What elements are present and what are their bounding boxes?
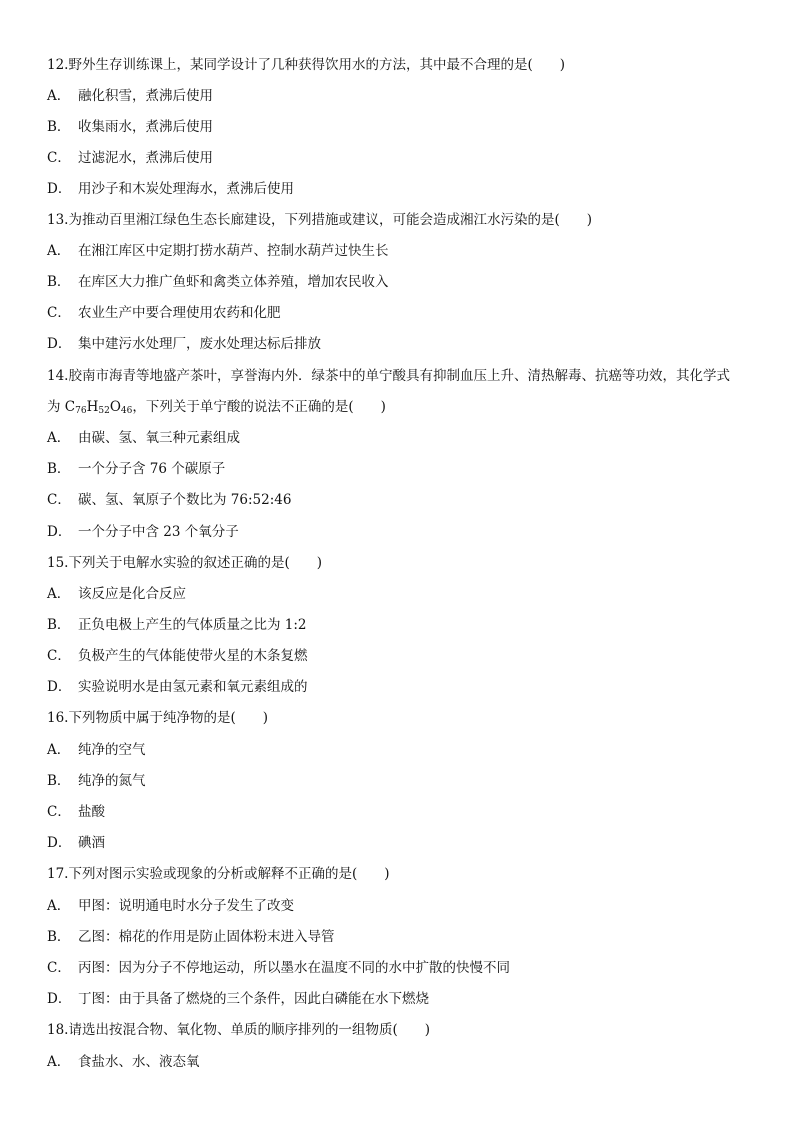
- question-16-option-c: [47, 802, 105, 822]
- option-text: 正负电极上产生的气体质量之比为 1:2: [78, 617, 307, 633]
- option-letter: C．: [47, 305, 71, 321]
- option-text: 在库区大力推广鱼虾和禽类立体养殖，增加农民收入: [78, 274, 389, 290]
- option-letter: B．: [47, 274, 71, 290]
- option-letter: B．: [47, 119, 71, 135]
- question-15-option-a: [47, 584, 186, 604]
- question-17-option-d: [47, 989, 429, 1009]
- question-14-option-b: [47, 459, 225, 479]
- option-letter: C．: [47, 150, 71, 166]
- option-letter: A．: [47, 243, 71, 259]
- option-text: 碳、氢、氧原子个数比为 76:52:46: [78, 492, 292, 508]
- option-text: 融化积雪，煮沸后使用: [78, 88, 213, 104]
- question-18-option-a: [47, 1052, 200, 1072]
- option-letter: A．: [47, 586, 71, 602]
- option-letter: A．: [47, 898, 71, 914]
- question-13-option-b: [47, 272, 389, 292]
- question-16-option-b: [47, 771, 146, 791]
- formula-subscript-c: 76: [75, 406, 87, 416]
- option-text: 纯净的氮气: [78, 773, 146, 789]
- option-text: 乙图：棉花的作用是防止固体粉末进入导管: [78, 929, 335, 945]
- option-text: 丙图：因为分子不停地运动，所以墨水在温度不同的水中扩散的快慢不同: [78, 960, 510, 976]
- question-15-stem: 15.下列关于电解水实验的叙述正确的是( ): [47, 555, 323, 571]
- option-letter: C．: [47, 492, 71, 508]
- option-letter: A．: [47, 430, 71, 446]
- option-text: 实验说明水是由氢元素和氧元素组成的: [78, 679, 308, 695]
- question-13-option-c: [47, 303, 281, 323]
- option-letter: C．: [47, 960, 71, 976]
- formula-element-c: C: [64, 399, 76, 415]
- option-text: 甲图：说明通电时水分子发生了改变: [78, 898, 294, 914]
- question-12-option-c: [47, 148, 213, 168]
- option-text: 由碳、氢、氧三种元素组成: [78, 430, 240, 446]
- question-15-option-b: [47, 615, 307, 635]
- option-text: 食盐水、水、液态氧: [78, 1054, 200, 1070]
- option-letter: C．: [47, 804, 71, 820]
- question-14-option-c: [47, 490, 291, 510]
- option-text: 丁图：由于具备了燃烧的三个条件，因此白磷能在水下燃烧: [78, 991, 429, 1007]
- option-letter: D．: [47, 336, 72, 352]
- option-letter: A．: [47, 88, 71, 104]
- question-12-option-a: [47, 86, 213, 106]
- option-text: 一个分子中含 23 个氧分子: [78, 524, 239, 540]
- option-letter: B．: [47, 773, 71, 789]
- option-letter: B．: [47, 929, 71, 945]
- option-letter: A．: [47, 1054, 71, 1070]
- option-text: 过滤泥水，煮沸后使用: [78, 150, 213, 166]
- option-text: 在湘江库区中定期打捞水葫芦、控制水葫芦过快生长: [78, 243, 389, 259]
- option-letter: D．: [47, 524, 72, 540]
- formula-element-o: O: [109, 399, 121, 415]
- stem-prefix: 为: [47, 399, 65, 415]
- question-14-option-a: [47, 428, 240, 448]
- question-16-stem: 16.下列物质中属于纯净物的是( ): [47, 710, 269, 726]
- question-14-option-d: [47, 522, 239, 542]
- option-letter: D．: [47, 679, 72, 695]
- option-text: 收集雨水，煮沸后使用: [78, 119, 213, 135]
- option-text: 负极产生的气体能使带火星的木条复燃: [78, 648, 308, 664]
- question-13-option-a: [47, 241, 389, 261]
- option-letter: D．: [47, 991, 72, 1007]
- formula-subscript-h: 52: [98, 406, 110, 416]
- question-12-stem: 12.野外生存训练课上，某同学设计了几种获得饮用水的方法，其中最不合理的是( ): [47, 57, 566, 73]
- question-13-stem: 13.为推动百里湘江绿色生态长廊建设，下列措施或建议，可能会造成湘江水污染的是( ): [47, 212, 593, 228]
- option-letter: B．: [47, 461, 71, 477]
- question-17-option-b: [47, 927, 335, 947]
- option-letter: D．: [47, 835, 72, 851]
- option-letter: B．: [47, 617, 71, 633]
- option-text: 盐酸: [78, 804, 105, 820]
- option-text: 集中建污水处理厂，废水处理达标后排放: [78, 336, 321, 352]
- question-15-option-c: [47, 646, 308, 666]
- chemical-formula: [65, 399, 133, 415]
- question-14-stem: 14.胶南市海青等地盛产茶叶，享誉海内外．绿茶中的单宁酸具有抑制血压上升、清热解毒、抗癌等功效，其化学式: [47, 368, 730, 384]
- option-text: 一个分子含 76 个碳原子: [78, 461, 226, 477]
- question-12-option-b: [47, 117, 213, 137]
- option-text: 该反应是化合反应: [78, 586, 186, 602]
- question-18-stem: 18.请选出按混合物、氧化物、单质的顺序排列的一组物质( ): [47, 1022, 431, 1038]
- option-text: 碘酒: [78, 835, 105, 851]
- option-text: 用沙子和木炭处理海水，煮沸后使用: [78, 181, 294, 197]
- option-letter: A．: [47, 742, 71, 758]
- stem-suffix: ，下列关于单宁酸的说法不正确的是( ): [132, 399, 386, 415]
- question-17-option-a: [47, 896, 294, 916]
- question-16-option-a: [47, 740, 146, 760]
- question-15-option-d: [47, 677, 308, 697]
- option-text: 农业生产中要合理使用农药和化肥: [78, 305, 281, 321]
- question-12-option-d: [47, 179, 294, 199]
- option-letter: D．: [47, 181, 72, 197]
- formula-element-h: H: [86, 399, 99, 415]
- question-17-stem: 17.下列对图示实验或现象的分析或解释不正确的是( ): [47, 866, 390, 882]
- question-13-option-d: [47, 334, 321, 354]
- formula-subscript-o: 46: [120, 406, 133, 416]
- option-text: 纯净的空气: [78, 742, 146, 758]
- question-14-stem-continued: [47, 397, 386, 417]
- question-16-option-d: [47, 833, 105, 853]
- option-letter: C．: [47, 648, 71, 664]
- question-17-option-c: [47, 958, 510, 978]
